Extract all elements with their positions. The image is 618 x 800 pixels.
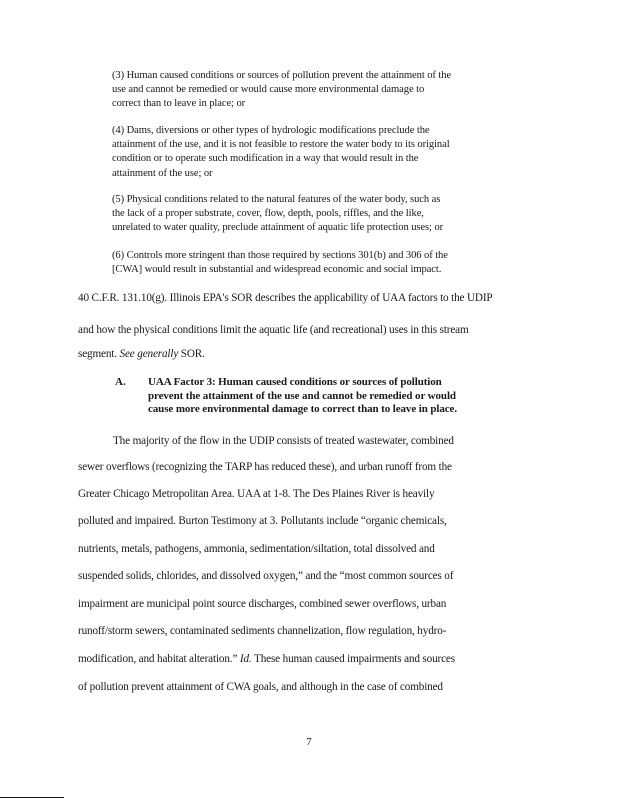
paragraph-line: of pollution prevent attainment of CWA goals, and although in the case of combined xyxy=(78,681,443,693)
paragraph-line: 40 C.F.R. 131.10(g). Illinois EPA's SOR describes the applicability of UAA factors to the UDIP xyxy=(78,292,493,304)
paragraph-line: sewer overflows (recognizing the TARP has reduced these), and urban runoff from the xyxy=(78,461,452,473)
page-number: 7 xyxy=(306,736,312,748)
section-letter: A. xyxy=(115,376,126,388)
citation-signal: See generally xyxy=(119,348,179,360)
text-run: segment. xyxy=(78,348,120,360)
paragraph-line: polluted and impaired. Burton Testimony at 3. Pollutants include “organic chemicals, xyxy=(78,515,447,527)
section-heading: UAA Factor 3: Human caused conditions or sources of pollution prevent the attainment of the use and cannot be remedied or would cause more environmental damage to correct than to leave in place. xyxy=(148,376,457,416)
citation-signal: Id. xyxy=(239,653,252,665)
paragraph-line: impairment are municipal point source discharges, combined sewer overflows, urban xyxy=(78,598,447,610)
paragraph-line: nutrients, metals, pathogens, ammonia, sedimentation/siltation, total dissolved and xyxy=(78,543,435,555)
paragraph-line xyxy=(78,347,548,361)
text-run: These human caused impairments and sources xyxy=(251,653,455,665)
quoted-factor-6: (6) Controls more stringent than those required by sections 301(b) and 306 of the [CWA] would result in substantial and widespread economic and social impact. xyxy=(112,250,448,276)
quoted-factor-5: (5) Physical conditions related to the natural features of the water body, such as the lack of a proper substrate, cover, flow, depth, pools, riffles, and the like, unrelated to water quality, preclude attainment of aquatic life protection uses; or xyxy=(112,194,444,234)
paragraph-line: suspended solids, chlorides, and dissolved oxygen,” and the “most common sources of xyxy=(78,570,454,582)
paragraph-line: and how the physical conditions limit the aquatic life (and recreational) uses in this stream xyxy=(78,324,469,336)
text-run: modification, and habitat alteration.” xyxy=(78,653,240,665)
paragraph-line xyxy=(78,652,548,666)
quoted-factor-4: (4) Dams, diversions or other types of hydrologic modifications preclude the attainment of the use, and it is not feasible to restore the water body to its original condition or to operate such modification in a way that would result in the attainment of the use; or xyxy=(112,125,450,179)
paragraph-line: Greater Chicago Metropolitan Area. UAA at 1-8. The Des Plaines River is heavily xyxy=(78,488,435,500)
paragraph-line: The majority of the flow in the UDIP consists of treated wastewater, combined xyxy=(113,435,454,447)
paragraph-line: runoff/storm sewers, contaminated sediments channelization, flow regulation, hydro- xyxy=(78,625,447,637)
footnote-separator xyxy=(0,797,64,798)
text-run: SOR. xyxy=(178,348,205,360)
quoted-factor-3: (3) Human caused conditions or sources of pollution prevent the attainment of the use and cannot be remedied or would cause more environmental damage to correct than to leave in place; or xyxy=(112,70,452,110)
